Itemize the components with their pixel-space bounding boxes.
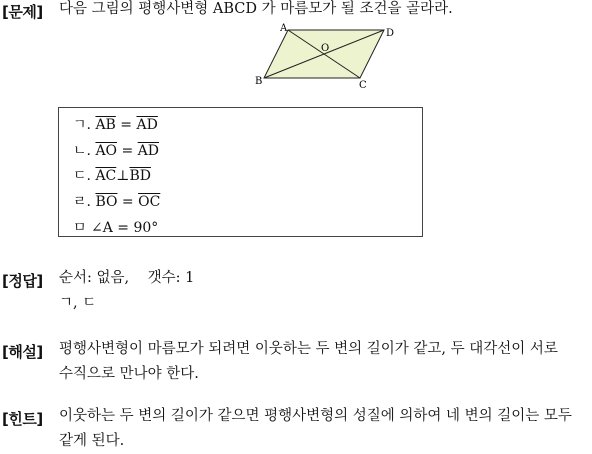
segment: $\overline{BO}$ (95, 194, 118, 210)
operator: = (121, 194, 134, 210)
label-d: D (386, 28, 395, 39)
hint-tag: [힌트] (2, 410, 43, 428)
segment: $\overline{AD}$ (137, 143, 160, 159)
label-b: B (255, 76, 263, 87)
answer-line (59, 265, 194, 291)
answer-tag: [정답] (2, 272, 43, 290)
options-box (58, 107, 423, 237)
segment: $\overline{AD}$ (136, 117, 158, 133)
segment: $\overline{AB}$ (95, 117, 116, 133)
explanation-line1: 평행사변형이 마름모가 되려면 이웃하는 두 변의 길이가 같고, 두 대각선이 서로 (59, 341, 558, 357)
option-5 (73, 217, 158, 237)
option-marker: ㄱ. (73, 117, 91, 133)
option-1 (73, 114, 158, 134)
parallelogram-figure (250, 22, 400, 94)
answer-order: 순서: 없음, (59, 270, 130, 286)
hint-line2: 같게 된다. (59, 433, 125, 449)
operator: = (121, 143, 134, 159)
segment: $\overline{BD}$ (129, 168, 151, 184)
segment: $\overline{OC}$ (138, 194, 161, 210)
option-2 (73, 140, 159, 160)
segment: $\overline{AC}$ (95, 168, 117, 184)
explanation-line2: 수직으로 만나야 한다. (59, 366, 199, 382)
option-marker: ㄹ. (73, 194, 91, 210)
option-marker: ㄷ. (73, 168, 91, 184)
label-a: A (280, 23, 288, 34)
hint-line1: 이웃하는 두 변의 길이가 같으면 평행사변형의 성질에 의하여 네 변의 길이는 모두 (59, 408, 572, 424)
option-4 (73, 191, 160, 211)
label-o: O (321, 43, 330, 54)
answer-choices: ㄱ, ㄷ (59, 295, 97, 311)
angle-condition: ∠A = 90° (90, 220, 159, 236)
answer-count: 갯수: 1 (147, 270, 195, 286)
label-c: C (359, 80, 367, 91)
option-3 (73, 165, 151, 185)
option-marker: ㅁ (73, 220, 87, 236)
option-marker: ㄴ. (73, 143, 91, 159)
segment: $\overline{AO}$ (95, 143, 118, 159)
explanation-tag: [해설] (2, 343, 43, 361)
problem-question: 다음 그림의 평행사변형 ABCD 가 마름모가 될 조건을 골라라. (59, 1, 453, 17)
problem-tag: [문제] (2, 3, 43, 21)
operator: ⊥ (116, 168, 130, 184)
operator: = (120, 117, 133, 133)
